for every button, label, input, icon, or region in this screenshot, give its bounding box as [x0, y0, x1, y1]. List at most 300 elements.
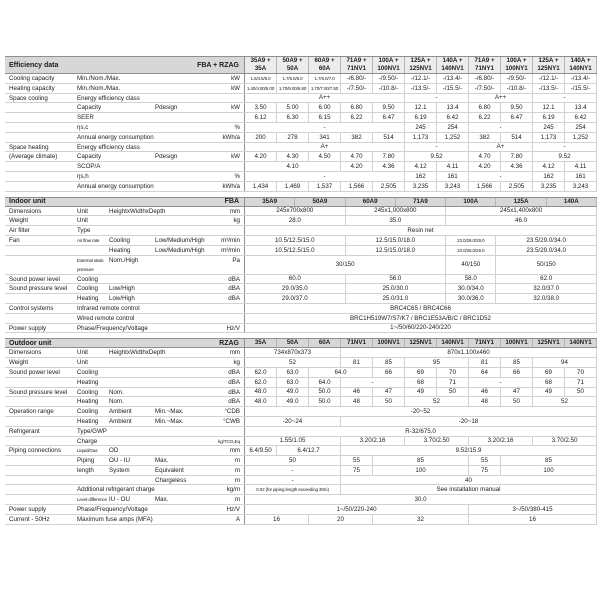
model-header-cell [501, 57, 533, 73]
spec-cell: 48.0 [245, 388, 277, 397]
model-name: 35A9 + [250, 57, 271, 64]
spec-cell: R-32/675.0 [245, 427, 597, 436]
row-label: Power supply [9, 324, 47, 332]
spec-cell: 1.7/5.0/6.0 [277, 74, 309, 83]
unit-label: m [234, 466, 240, 474]
spec-cell: 52 [533, 397, 597, 406]
spec-cell: 40 [341, 476, 597, 485]
spec-row [5, 358, 597, 368]
row-label: Sound pressure level [9, 285, 68, 293]
row-label: Unit [77, 359, 89, 367]
spec-table [5, 56, 597, 525]
spec-cell: 62.0 [245, 368, 277, 377]
spec-cell: 100 [501, 466, 597, 475]
row-label: Piping length [77, 457, 95, 474]
spec-cell: 245 [533, 123, 565, 132]
spec-cell: 50 [565, 388, 597, 397]
spec-cell: 1~/50/220-240 [245, 505, 469, 514]
spec-cell: 6.12 [245, 113, 277, 122]
unit-label: kW [231, 75, 240, 82]
spec-cell: 6.4/12.7 [277, 446, 341, 455]
row-label: Max. [155, 457, 169, 465]
spec-cell: 1.55/1.05 [245, 437, 341, 446]
spec-cell: -/13.4/- [437, 74, 469, 83]
spec-cell: 71 [565, 378, 597, 387]
spec-cell: 29.0/37.0 [245, 294, 346, 303]
spec-row [5, 246, 597, 256]
spec-row [5, 437, 597, 447]
spec-cell: 75 [341, 466, 373, 475]
row-labels [5, 427, 244, 436]
spec-cell: 6.30 [277, 113, 309, 122]
spec-cell: 278 [277, 133, 309, 142]
spec-cell: 1.40/4.00/5.00 [245, 84, 277, 93]
row-cells [244, 348, 597, 357]
spec-cell: 6.42 [565, 113, 597, 122]
model-name: 50A9 + [282, 57, 303, 64]
spec-cell: 254 [565, 123, 597, 132]
model-header-row [244, 57, 597, 73]
row-cells [244, 505, 597, 514]
spec-cell: 1.7/6.0/7.0 [309, 74, 341, 83]
model-name: 125A + [410, 57, 431, 64]
spec-cell: BRC1H519W7/S7/K7 / BRC1E53A/B/C / BRC1D52 [245, 314, 597, 323]
spec-row [5, 152, 597, 162]
row-labels [5, 294, 244, 303]
row-label: Heating [77, 378, 99, 386]
spec-cell: 3,235 [405, 182, 437, 191]
spec-cell: 6.19 [533, 113, 565, 122]
spec-cell: 6.19 [405, 113, 437, 122]
spec-cell: 49 [533, 388, 565, 397]
model-header-cell [309, 57, 341, 73]
row-cells [244, 304, 597, 313]
spec-cell: 4.36 [501, 162, 533, 171]
model-name: 125NV1 [409, 65, 432, 72]
spec-cell: 3,243 [565, 182, 597, 191]
row-cells [244, 427, 597, 436]
spec-cell: 245x1,000x800 [346, 207, 447, 216]
model-header-cell [245, 198, 295, 206]
unit-label: mm [229, 349, 240, 357]
unit-label: °CDB [224, 408, 240, 416]
model-series-code: FBA [224, 198, 239, 206]
row-cells [244, 84, 597, 93]
spec-cell: 49.0 [277, 397, 309, 406]
spec-row [5, 216, 597, 226]
spec-row [5, 485, 597, 495]
spec-cell: 30.0 [245, 495, 597, 504]
unit-label: m [234, 476, 240, 484]
spec-row [5, 427, 597, 437]
row-labels [5, 113, 244, 122]
model-name: 140NY1 [569, 65, 592, 72]
spec-cell: 32.0/38.0 [496, 294, 597, 303]
spec-row [5, 207, 597, 217]
spec-cell: -/10.8/- [501, 84, 533, 93]
row-label: Min.~Max. [155, 417, 184, 425]
model-series-code: RZAG [219, 339, 239, 347]
spec-cell: 6.22 [469, 113, 501, 122]
spec-cell: 46 [469, 388, 501, 397]
spec-cell: 56.0 [346, 275, 447, 284]
model-name: 100NY1 [505, 339, 528, 347]
model-name: 71NY1 [475, 65, 494, 72]
row-cells [244, 275, 597, 284]
spec-cell: 30/150 [245, 256, 446, 274]
spec-cell: 6.4/9.50 [245, 446, 277, 455]
spec-cell: 1,566 [469, 182, 501, 191]
section-title: Outdoor unit [9, 339, 52, 347]
row-labels [5, 275, 244, 284]
spec-cell: 25.0/30.0 [346, 284, 447, 293]
spec-cell: 1,434 [245, 182, 277, 191]
row-label: System [109, 466, 130, 474]
spec-cell: 7.80 [373, 152, 405, 161]
spec-cell: 1,469 [277, 182, 309, 191]
spec-cell: - [405, 94, 469, 103]
row-labels [5, 397, 244, 406]
row-labels [5, 388, 244, 397]
model-header-row [244, 339, 597, 347]
spec-cell: 3,235 [533, 182, 565, 191]
spec-cell: 63.0 [277, 378, 309, 387]
spec-cell: Resin net [245, 226, 597, 235]
row-labels [5, 123, 244, 132]
row-cells [244, 207, 597, 216]
row-cells [244, 485, 597, 494]
spec-cell: 3,243 [437, 182, 469, 191]
row-label: Weight [9, 217, 29, 225]
spec-cell: 9.50 [373, 103, 405, 112]
row-label: Charge [77, 437, 98, 445]
unit-label: Hz/V [226, 506, 240, 514]
row-label: Cooling [109, 236, 130, 244]
spec-cell: 3.50 [245, 103, 277, 112]
spec-row [5, 417, 597, 427]
spec-cell: 32 [373, 515, 469, 524]
spec-cell: -/7.50/- [341, 84, 373, 93]
row-label: Annual energy consumption [77, 182, 154, 190]
row-cells [244, 476, 597, 485]
spec-cell: 1~/50/60/220-240/220 [245, 324, 597, 333]
unit-label: dBA [228, 295, 240, 303]
row-label: Space heating (Average climate) [9, 143, 58, 161]
spec-cell: 2,505 [373, 182, 405, 191]
section-header-efficiency-data [5, 56, 597, 74]
spec-cell: 1,537 [309, 182, 341, 191]
spec-cell: 254 [437, 123, 469, 132]
spec-cell: 245x700x800 [245, 207, 346, 216]
spec-cell: 12.5/15.0/18.0 [346, 246, 447, 255]
spec-cell: 23.5/29.0/34.0 [496, 246, 597, 255]
row-labels [5, 246, 244, 255]
row-cells [244, 437, 597, 446]
model-header-cell [373, 339, 405, 347]
row-labels [5, 476, 244, 485]
row-label: Unit [77, 207, 89, 215]
row-label: Min./Nom./Max. [77, 75, 121, 82]
spec-cell: 514 [501, 133, 533, 142]
row-labels [5, 417, 244, 426]
spec-row [5, 476, 597, 486]
row-label: Wired remote control [77, 314, 135, 322]
spec-cell: - [245, 466, 341, 475]
spec-cell: 85 [501, 358, 533, 367]
spec-cell: 50.0 [309, 397, 341, 406]
row-label: Heating [77, 398, 99, 406]
row-label: ηs,h [77, 172, 89, 180]
spec-cell: 6.15 [309, 113, 341, 122]
row-cells [244, 103, 597, 112]
row-cells [244, 152, 597, 161]
model-name: 125NV1 [409, 339, 432, 347]
row-cells [244, 284, 597, 293]
spec-row [5, 236, 597, 246]
row-labels [5, 236, 244, 245]
row-label: Type [77, 227, 91, 235]
spec-cell: 68 [533, 378, 565, 387]
model-header-cell [277, 57, 309, 73]
model-header-cell [245, 57, 277, 73]
row-cells [244, 388, 597, 397]
spec-cell: -/10.8/- [373, 84, 405, 93]
unit-label: kW [231, 153, 240, 161]
unit-label: m³/min [221, 236, 240, 244]
row-cells [244, 515, 597, 524]
row-label: Low/High [109, 285, 135, 293]
spec-cell: 47 [373, 388, 405, 397]
row-labels [5, 226, 244, 235]
unit-label: kg/TCO₂Eq [218, 438, 240, 444]
spec-row [5, 397, 597, 407]
spec-cell: See installation manual [341, 485, 597, 494]
spec-cell: 55 [341, 456, 373, 465]
model-name: 60A9 + [314, 57, 335, 64]
spec-cell: 47 [501, 388, 533, 397]
unit-label: dBA [228, 368, 240, 376]
row-label: OD [109, 447, 119, 455]
spec-cell: 4.10 [245, 162, 341, 171]
row-cells [244, 314, 597, 323]
spec-cell: 64 [469, 368, 501, 377]
model-name: 71A9 + [346, 57, 367, 64]
spec-cell: 245 [405, 123, 437, 132]
spec-row [5, 275, 597, 285]
spec-cell: 4.11 [437, 162, 469, 171]
row-label: External static pressure [77, 257, 104, 273]
spec-cell: -20~24 [245, 417, 341, 426]
row-labels [5, 74, 244, 83]
row-label: Heating [77, 295, 99, 303]
row-label: OU - IU [109, 457, 130, 465]
spec-cell: 162 [533, 172, 565, 181]
spec-cell: -/15.5/- [565, 84, 597, 93]
unit-label: Hz/V [226, 324, 240, 332]
row-cells [244, 294, 597, 303]
spec-cell: 870x1,100x460 [341, 348, 597, 357]
row-label: Liquid/Gas [77, 448, 98, 454]
spec-cell: 66 [373, 368, 405, 377]
row-label: Cooling [77, 275, 98, 283]
spec-cell: -/12.1/- [533, 74, 565, 83]
spec-cell: -/15.5/- [437, 84, 469, 93]
spec-cell: 1,252 [437, 133, 469, 142]
model-header-cell [547, 198, 597, 206]
model-header-cell [277, 339, 309, 347]
spec-cell: 4.20 [341, 162, 373, 171]
unit-label: dBA [228, 388, 240, 396]
unit-label: mm [229, 207, 240, 215]
spec-cell: 69 [405, 368, 437, 377]
unit-label: °CWB [223, 417, 240, 425]
row-label: Power supply [9, 506, 47, 514]
spec-row [5, 284, 597, 294]
spec-cell: 382 [469, 133, 501, 142]
spec-cell: - [469, 123, 533, 132]
spec-cell: A++ [245, 94, 405, 103]
spec-cell: A+ [469, 143, 533, 152]
model-header-cell [396, 198, 446, 206]
spec-row [5, 113, 597, 123]
spec-row [5, 495, 597, 505]
spec-cell: 200 [245, 133, 277, 142]
spec-row [5, 388, 597, 398]
section-title-area [5, 198, 244, 206]
spec-row [5, 446, 597, 456]
model-header-cell [309, 339, 341, 347]
row-label: Min.~Max. [155, 408, 184, 416]
row-label: Fan [9, 236, 20, 244]
spec-cell: 734x870x373 [245, 348, 341, 357]
spec-cell: - [245, 476, 341, 485]
spec-cell: 6.47 [373, 113, 405, 122]
spec-cell: 16 [469, 515, 597, 524]
row-label: Piping connections [9, 447, 61, 455]
model-header-cell [245, 339, 277, 347]
model-name: 140A + [442, 57, 463, 64]
row-label: SCOP/A [77, 163, 101, 171]
spec-cell: 12.5/15.0/18.0 [346, 236, 447, 245]
spec-cell: 3~/50/380-415 [469, 505, 597, 514]
spec-cell: - [533, 143, 597, 152]
spec-cell: 23.5/29.0/34.0 [496, 236, 597, 245]
spec-cell: 4.20 [245, 152, 277, 161]
row-label: Annual energy consumption [77, 133, 154, 141]
spec-cell: 4.20 [469, 162, 501, 171]
model-name: 100NV1 [377, 65, 400, 72]
spec-cell: -/6.80/- [341, 74, 373, 83]
spec-row [5, 162, 597, 172]
model-name: 71A9 + [474, 57, 495, 64]
model-header-cell [295, 198, 345, 206]
model-name: 60A9 [362, 197, 378, 205]
spec-cell: 1,173 [405, 133, 437, 142]
model-header-cell [446, 198, 496, 206]
spec-cell: 4.70 [469, 152, 501, 161]
spec-cell: 50 [245, 456, 341, 465]
unit-label: kg [233, 217, 240, 225]
row-label: Sound power level [9, 275, 60, 283]
model-name: 50A [286, 339, 299, 347]
model-name: 60A [318, 65, 331, 72]
spec-cell: A++ [469, 94, 533, 103]
spec-cell: 30.0/36.0 [446, 294, 496, 303]
row-label: Cooling [77, 388, 98, 396]
spec-cell: 161 [565, 172, 597, 181]
spec-cell: 46.0 [446, 216, 597, 225]
spec-cell: BRC4C65 / BRC4C66 [245, 304, 597, 313]
spec-cell: 4.11 [565, 162, 597, 171]
row-labels [5, 446, 244, 455]
unit-label: m [234, 457, 240, 465]
spec-row [5, 74, 597, 84]
row-labels [5, 304, 244, 313]
model-header-cell [565, 339, 597, 347]
spec-row [5, 94, 597, 104]
spec-cell: 1.70/6.00/6.80 [277, 84, 309, 93]
row-label: Level difference [77, 497, 107, 503]
unit-label: mm [229, 447, 240, 455]
row-cells [244, 133, 597, 142]
row-cells [244, 495, 597, 504]
spec-cell: 9.52 [533, 152, 597, 161]
row-label: Max. [155, 496, 169, 504]
model-name: 60A [318, 339, 331, 347]
spec-cell: 85 [373, 358, 405, 367]
row-labels [5, 378, 244, 387]
row-label: Equivalent [155, 466, 184, 474]
unit-label: kW [231, 84, 240, 92]
spec-cell: -/9.50/- [373, 74, 405, 83]
row-label: Heating capacity [9, 84, 55, 92]
spec-cell: A+ [245, 143, 405, 152]
row-label: Cooling capacity [9, 75, 55, 82]
model-header-cell [405, 339, 437, 347]
spec-cell: -/13.5/- [533, 84, 565, 93]
model-name: 140NV1 [441, 339, 464, 347]
spec-cell: 50/150 [496, 256, 597, 274]
spec-cell: 46 [341, 388, 373, 397]
model-header-cell [533, 339, 565, 347]
row-cells [244, 246, 597, 255]
spec-cell: 94 [533, 358, 597, 367]
row-labels [5, 172, 244, 181]
row-label: Capacity [77, 104, 102, 112]
row-label: Air flow rate [77, 237, 100, 243]
model-name: 50A [286, 65, 299, 72]
row-cells [244, 236, 597, 245]
spec-cell: 9.52 [405, 152, 469, 161]
spec-row [5, 172, 597, 182]
spec-cell: - [405, 143, 469, 152]
section-title: Indoor unit [9, 198, 46, 206]
row-labels [5, 407, 244, 416]
spec-cell: 3.70/2.50 [405, 437, 469, 446]
spec-cell: 50 [373, 397, 405, 406]
spec-cell: 50 [437, 388, 469, 397]
spec-cell: 28.0 [245, 216, 346, 225]
row-label: Maximum fuse amps (MFA) [77, 515, 153, 523]
row-label: Refrigerant [9, 427, 40, 435]
spec-cell: 10.5/12.5/15.0 [245, 236, 346, 245]
row-label: Space cooling [9, 94, 48, 102]
spec-cell: -/13.4/- [565, 74, 597, 83]
model-header-cell [437, 339, 469, 347]
row-label: Infrared remote control [77, 304, 140, 312]
spec-cell: 50.0 [309, 388, 341, 397]
spec-cell: 48 [469, 397, 501, 406]
